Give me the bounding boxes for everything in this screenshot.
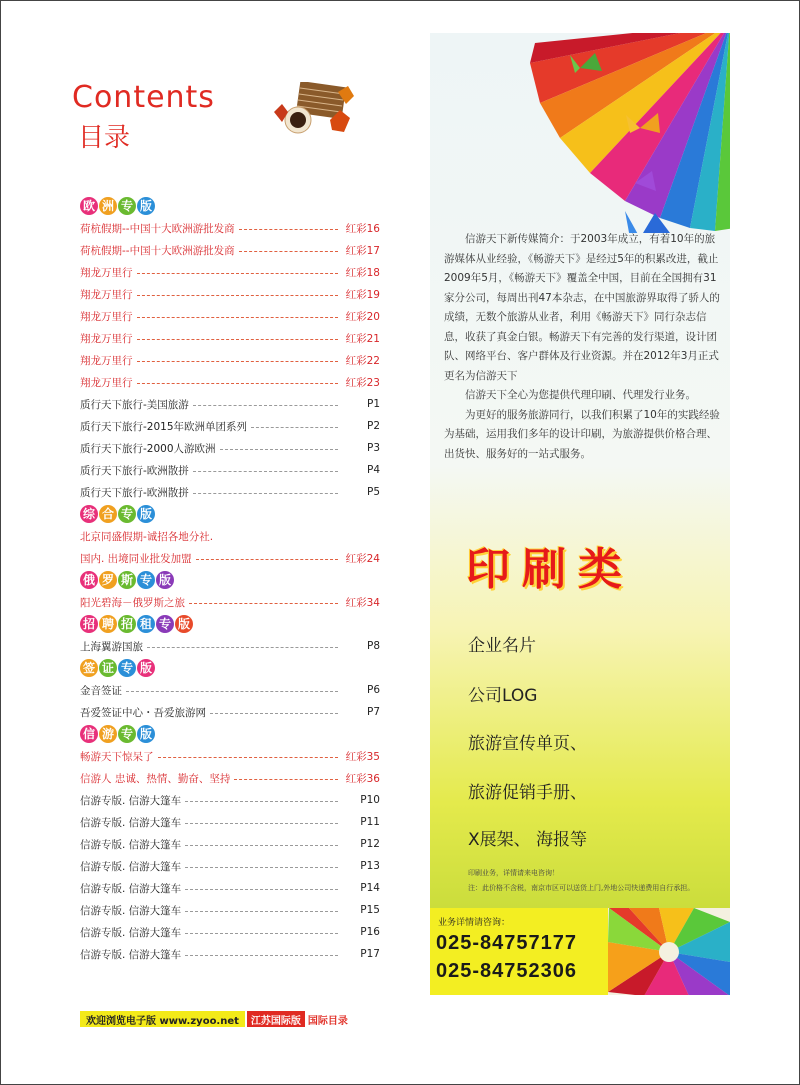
toc-entry-title: 信游专版. 信游大篷车 — [80, 838, 182, 851]
toc-entry-page: 红彩35 — [345, 750, 380, 763]
section-label-char: 专 — [137, 571, 155, 589]
toc-entry[interactable] — [80, 393, 380, 415]
toc-entry[interactable] — [80, 789, 380, 811]
section-label-char: 版 — [137, 197, 155, 215]
toc-entry-title: 质行天下旅行-欧洲散拼 — [80, 486, 189, 499]
toc-entry-page: 红彩18 — [345, 266, 380, 279]
toc-entry-title: 质行天下旅行-2000人游欧洲 — [80, 442, 216, 455]
company-intro — [444, 230, 720, 464]
dotted-leader — [137, 383, 339, 384]
section-header — [80, 569, 380, 591]
dotted-leader — [137, 273, 339, 274]
toc-entry[interactable] — [80, 811, 380, 833]
dotted-leader — [185, 955, 338, 956]
toc-entry-page: P10 — [360, 794, 380, 806]
toc-entry[interactable] — [80, 305, 380, 327]
dotted-leader — [185, 801, 338, 802]
toc-entry-page: P15 — [360, 904, 380, 916]
section-label-char: 专 — [118, 725, 136, 743]
toc-entry-page: P6 — [366, 684, 380, 696]
phone-number-2[interactable]: 025-84752306 — [436, 960, 578, 982]
service-brochure: 旅游促销手册、 — [468, 783, 587, 803]
section-label-char: 斯 — [118, 571, 136, 589]
toc-entry-title: 吾爱签证中心・吾爱旅游网 — [80, 706, 206, 719]
toc-entry[interactable] — [80, 745, 380, 767]
section-label-char: 综 — [80, 505, 98, 523]
toc-entry-title: 荷杭假期--中国十大欧洲游批发商 — [80, 222, 235, 235]
dotted-leader — [185, 823, 338, 824]
toc-entry-title: 荷杭假期--中国十大欧洲游批发商 — [80, 244, 235, 257]
toc-entry[interactable] — [80, 547, 380, 569]
toc-entry-title: 翔龙万里行 — [80, 354, 133, 367]
printing-ad-panel — [430, 33, 730, 995]
toc-entry-title: 信游专版. 信游大篷车 — [80, 860, 182, 873]
dotted-leader — [137, 295, 339, 296]
toc-entry-title: 信游专版. 信游大篷车 — [80, 904, 182, 917]
section-label-char: 版 — [156, 571, 174, 589]
footer-label: 国际目录 — [307, 1016, 348, 1027]
toc-entry-page: P2 — [366, 420, 380, 432]
service-business-card: 企业名片 — [468, 636, 536, 656]
section-label-char: 专 — [118, 505, 136, 523]
toc-entry-page: P4 — [366, 464, 380, 476]
contact-box — [430, 908, 608, 995]
toc-entry-title: 信游专版. 信游大篷车 — [80, 794, 182, 807]
toc-entry-page: 红彩19 — [345, 288, 380, 301]
toc-entry-title: 信游人 忠诚、热情、勤奋、坚持 — [80, 772, 231, 785]
colored-pencils-image — [608, 908, 730, 995]
toc-entry[interactable] — [80, 877, 380, 899]
service-banner-poster: X展架、 海报等 — [468, 830, 588, 850]
dotted-leader — [158, 757, 339, 758]
section-label-char: 版 — [137, 659, 155, 677]
toc-entry[interactable] — [80, 635, 380, 657]
toc-entry-page: P17 — [360, 948, 380, 960]
section-label-char: 租 — [137, 615, 155, 633]
dotted-leader — [137, 339, 339, 340]
dotted-leader — [193, 493, 338, 494]
section-label-char: 证 — [99, 659, 117, 677]
toc-entry-page: 红彩23 — [345, 376, 380, 389]
intro-paragraph-1: 信游天下新传媒简介：于2003年成立，有着10年的旅游媒体从业经验，《畅游天下》是经过5年的积累改进，截止2009年5月，《畅游天下》覆盖全中国，目前在全国拥有31家分公司，每周出刊47本杂志，在中国旅游界取得了骄人的成绩，无数个旅游从业者，利用《畅游天下》同行杂志信息，收获了真金白银。畅游天下有完善的发行渠道，设计团队、网络平台、客户群体及行业资源。并在2012年3月正式更名为信游天下 — [444, 233, 720, 382]
section-label-char: 信 — [80, 725, 98, 743]
dotted-leader — [239, 229, 338, 230]
dotted-leader — [185, 933, 338, 934]
coffee-leaves-decoration — [268, 82, 358, 140]
toc-entry-title: 北京同盛假期-诚招各地分社. — [80, 530, 214, 543]
toc-entry-page: P11 — [360, 816, 380, 828]
section-label-char: 专 — [118, 659, 136, 677]
dotted-leader — [189, 603, 338, 604]
dotted-leader — [185, 911, 338, 912]
toc-entry-title: 国内. 出境同业批发加盟 — [80, 552, 192, 565]
dotted-leader — [251, 427, 338, 428]
toc-entry-title: 翔龙万里行 — [80, 288, 133, 301]
toc-entry[interactable] — [80, 679, 380, 701]
toc-entry-page: 红彩16 — [345, 222, 380, 235]
section-label-char: 版 — [137, 725, 155, 743]
toc-entry[interactable] — [80, 239, 380, 261]
toc-entry-title: 质行天下旅行-2015年欧洲单团系列 — [80, 420, 248, 433]
toc-entry[interactable] — [80, 217, 380, 239]
dotted-leader — [137, 317, 339, 318]
section-label-char: 版 — [137, 505, 155, 523]
toc-entry-page: P12 — [360, 838, 380, 850]
section-label-char: 俄 — [80, 571, 98, 589]
section-header — [80, 195, 380, 217]
dotted-leader — [220, 449, 338, 450]
dotted-leader — [185, 845, 338, 846]
section-header — [80, 613, 380, 635]
service-logo: 公司LOG — [468, 686, 538, 706]
dotted-leader — [193, 405, 338, 406]
toc-entry-title: 信游专版. 信游大篷车 — [80, 882, 182, 895]
service-flyer: 旅游宣传单页、 — [468, 734, 587, 754]
toc-entry[interactable] — [80, 437, 380, 459]
toc-entry[interactable] — [80, 855, 380, 877]
toc-entry[interactable] — [80, 525, 380, 547]
dotted-leader — [193, 471, 338, 472]
section-label-char: 招 — [80, 615, 98, 633]
section-label-char: 合 — [99, 505, 117, 523]
toc-entry-page: 红彩24 — [345, 552, 380, 565]
toc-entry[interactable] — [80, 261, 380, 283]
dotted-leader — [126, 691, 338, 692]
toc-entry[interactable] — [80, 591, 380, 613]
toc-entry-title: 金音签证 — [80, 684, 122, 697]
toc-entry-title: 质行天下旅行-欧洲散拼 — [80, 464, 189, 477]
toc-entry-page: 红彩34 — [345, 596, 380, 609]
toc-entry[interactable] — [80, 767, 380, 789]
toc-entry-page: P8 — [366, 640, 380, 652]
intro-paragraph-3: 为更好的服务旅游同行，以我们积累了10年的实践经验为基础，运用我们多年的设计印刷，为旅游提供价格合理、出货快、服务好的一站式服务。 — [444, 408, 720, 460]
contents-title-en: Contents — [72, 80, 215, 115]
section-header — [80, 723, 380, 745]
section-label-char: 签 — [80, 659, 98, 677]
section-label-char: 版 — [175, 615, 193, 633]
section-label-char: 专 — [156, 615, 174, 633]
toc-entry-title: 畅游天下惊呆了 — [80, 750, 154, 763]
toc-entry[interactable] — [80, 481, 380, 503]
toc-entry-title: 信游专版. 信游大篷车 — [80, 948, 182, 961]
toc-entry-title: 翔龙万里行 — [80, 332, 133, 345]
toc-entry[interactable] — [80, 921, 380, 943]
toc-entry-title: 阳光碧海－俄罗斯之旅 — [80, 596, 185, 609]
toc-entry[interactable] — [80, 327, 380, 349]
toc-entry-page: P13 — [360, 860, 380, 872]
toc-entry-page: P7 — [366, 706, 380, 718]
contact-label: 业务详情请咨询： — [438, 918, 511, 928]
toc-entry[interactable] — [80, 459, 380, 481]
toc-entry-title: 翔龙万里行 — [80, 266, 133, 279]
color-swatch-butterfly-image — [430, 33, 730, 233]
toc-entry-page: P14 — [360, 882, 380, 894]
dotted-leader — [239, 251, 338, 252]
section-label-char: 游 — [99, 725, 117, 743]
toc-entry-page: 红彩17 — [345, 244, 380, 257]
section-label-char: 招 — [118, 615, 136, 633]
toc-entry[interactable] — [80, 943, 380, 965]
toc-entry-page: 红彩36 — [345, 772, 380, 785]
section-label-char: 罗 — [99, 571, 117, 589]
printing-note: 印刷业务，详情请来电咨询！ — [468, 869, 559, 877]
toc-entry-title: 翔龙万里行 — [80, 376, 133, 389]
footer-bar — [80, 1011, 351, 1027]
dotted-leader — [196, 559, 338, 560]
toc-entry-page: 红彩22 — [345, 354, 380, 367]
toc-entry-page: 红彩21 — [345, 332, 380, 345]
table-of-contents — [80, 195, 380, 965]
toc-entry[interactable] — [80, 899, 380, 921]
price-note: 注：此价格不含税，南京市区可以送货上门,外地公司快递费用自行承担。 — [468, 884, 695, 892]
toc-entry-page: 红彩20 — [345, 310, 380, 323]
section-header — [80, 657, 380, 679]
toc-entry-page: P3 — [366, 442, 380, 454]
toc-entry-title: 质行天下旅行-美国旅游 — [80, 398, 189, 411]
toc-entry-title: 信游专版. 信游大篷车 — [80, 816, 182, 829]
toc-entry[interactable] — [80, 701, 380, 723]
toc-entry-page: P16 — [360, 926, 380, 938]
section-header — [80, 503, 380, 525]
dotted-leader — [147, 647, 338, 648]
section-label-char: 专 — [118, 197, 136, 215]
toc-entry[interactable] — [80, 415, 380, 437]
toc-entry-title: 上海翼游国旅 — [80, 640, 143, 653]
toc-entry-title: 信游专版. 信游大篷车 — [80, 926, 182, 939]
toc-entry[interactable] — [80, 349, 380, 371]
toc-entry[interactable] — [80, 371, 380, 393]
dotted-leader — [185, 867, 338, 868]
section-label-char: 洲 — [99, 197, 117, 215]
toc-entry[interactable] — [80, 283, 380, 305]
intro-paragraph-2: 信游天下全心为您提供代理印刷、代理发行业务。 — [465, 389, 696, 401]
printing-headline: 印刷类 — [466, 544, 634, 595]
footer-website[interactable]: 欢迎浏览电子版 www.zyoo.net — [80, 1011, 245, 1027]
dotted-leader — [185, 889, 338, 890]
dotted-leader — [234, 779, 338, 780]
footer-edition: 江苏国际版 — [247, 1011, 305, 1027]
dotted-leader — [210, 713, 338, 714]
toc-entry-page: P5 — [366, 486, 380, 498]
section-label-char: 欧 — [80, 197, 98, 215]
phone-number-1[interactable]: 025-84757177 — [436, 932, 578, 954]
section-label-char: 聘 — [99, 615, 117, 633]
toc-entry-title: 翔龙万里行 — [80, 310, 133, 323]
contents-title-cn: 目录 — [78, 123, 131, 153]
toc-entry[interactable] — [80, 833, 380, 855]
dotted-leader — [137, 361, 339, 362]
toc-entry-page: P1 — [366, 398, 380, 410]
